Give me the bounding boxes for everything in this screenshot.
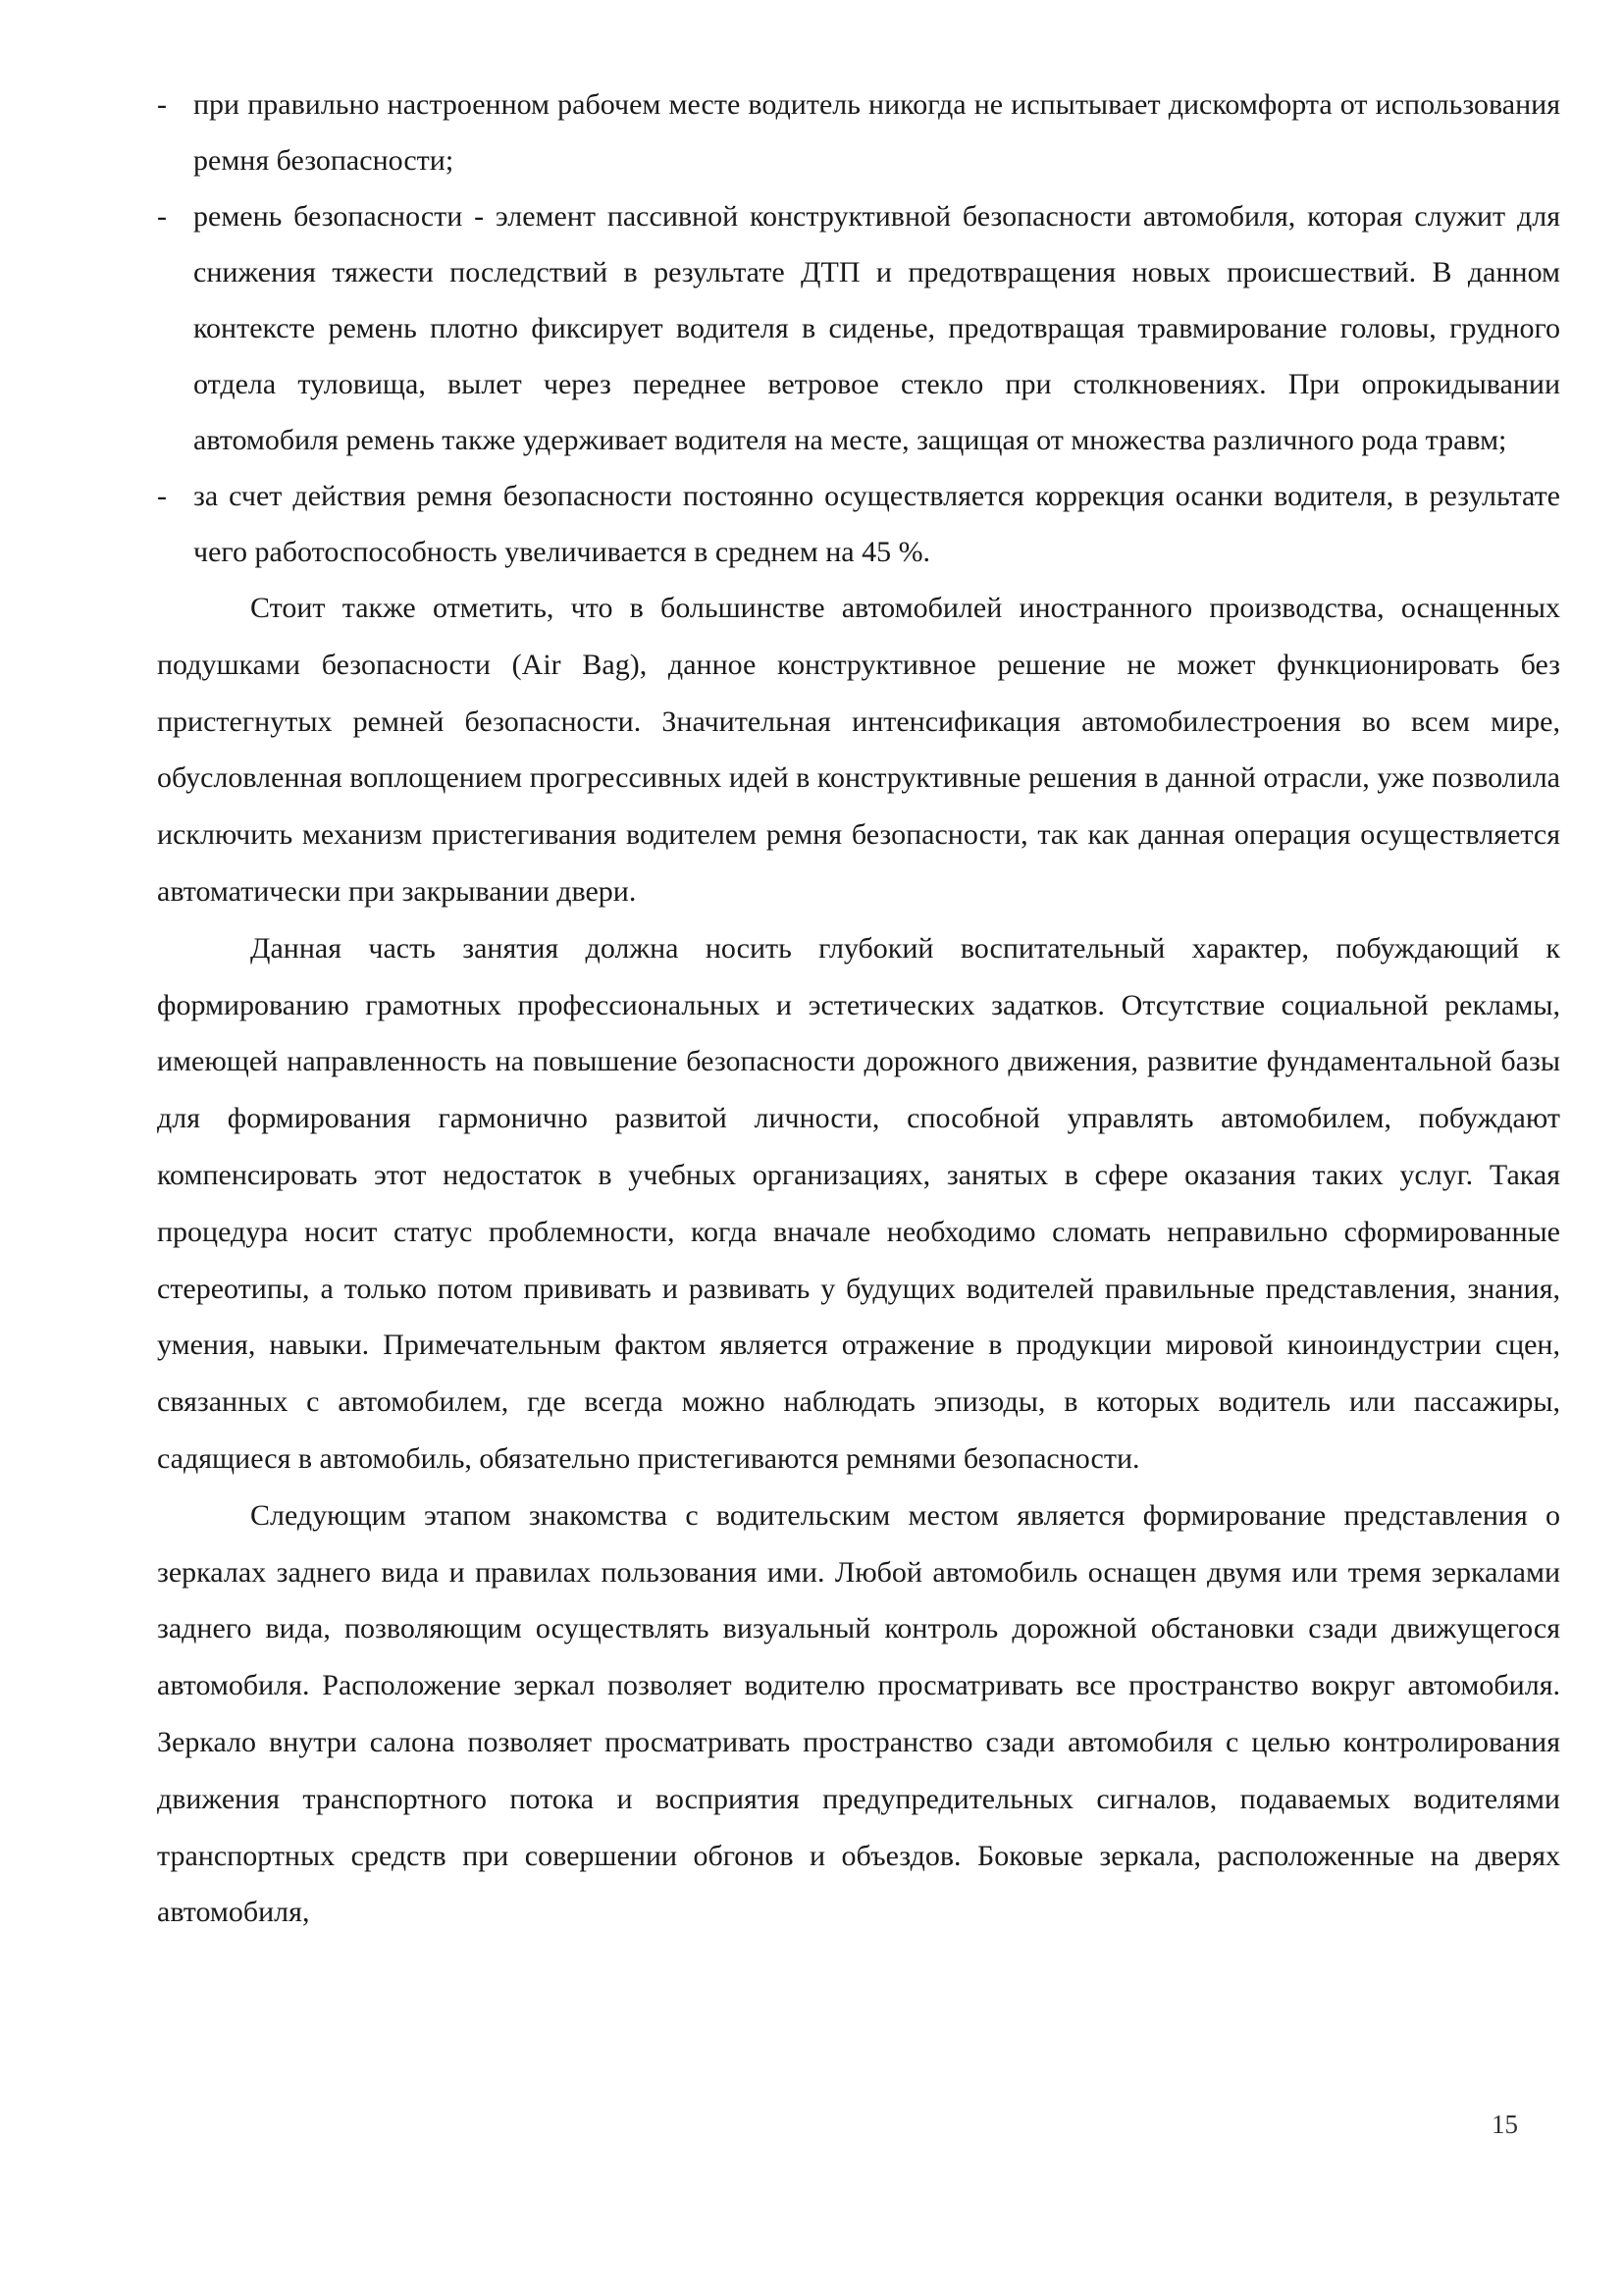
paragraph-education: Данная часть занятия должна носить глубокий воспитательный характер, побуждающий к формированию грамотных профессиональных и эстетических задатков. Отсутствие социальной рекламы, имеющей направленность на повышение безопасности дорожного движения, развитие фундаментальной базы для формирования гармонично развитой личности, способной управлять автомобилем, побуждают компенсировать этот недостаток в учебных организациях, занятых в сфере оказания таких услуг. Такая процедура носит статус проблемности, когда вначале необходимо сломать неправильно сформированные стереотипы, а только потом прививать и развивать у будущих водителей правильные представления, знания, умения, навыки. Примечательным фактом является отражение в продукции мировой киноиндустрии сцен, связанных с автомобилем, где всегда можно наблюдать эпизоды, в которых водитель или пассажиры, садящиеся в автомобиль, обязательно пристегиваются ремнями безопасности. <box>157 931 1560 1475</box>
bullet-list <box>157 77 1560 580</box>
list-item <box>157 468 1560 580</box>
bullet-dash: - <box>157 480 167 512</box>
paragraph-airbag: Стоит также отметить, что в большинстве автомобилей иностранного производства, оснащенных подушками безопасности (Air Bag), данное конструктивное решение не может функционировать без пристегнутых ремней безопасности. Значительная интенсификация автомобилестроения во всем мире, обусловленная воплощением прогрессивных идей в конструктивные решения в данной отрасли, уже позволила исключить механизм пристегивания водителем ремня безопасности, так как данная операция осуществляется автоматически при закрывании двери. <box>157 592 1560 908</box>
list-item-text: за счет действия ремня безопасности постоянно осуществляется коррекция осанки водителя, в результате чего работоспособность увеличивается в среднем на 45 %. <box>193 480 1560 568</box>
bullet-dash: - <box>157 88 167 121</box>
list-item-text: ремень безопасности - элемент пассивной конструктивной безопасности автомобиля, которая служит для снижения тяжести последствий в результате ДТП и предотвращения новых происшествий. В данном контексте ремень плотно фиксирует водителя в сиденье, предотвращая травмирование головы, грудного отдела туловища, вылет через переднее ветровое стекло при столкновениях. При опрокидывании автомобиля ремень также удерживает водителя на месте, защищая от множества различного рода травм; <box>193 200 1560 456</box>
list-item <box>157 188 1560 468</box>
page-number: 15 <box>1492 2110 1518 2139</box>
paragraph-mirrors: Следующим этапом знакомства с водительским местом является формирование представления о зеркалах заднего вида и правилах пользования ими. Любой автомобиль оснащен двумя или тремя зеркалами заднего вида, позволяющим осуществлять визуальный контроль дорожной обстановки сзади движущегося автомобиля. Расположение зеркал позволяет водителю просматривать все пространство вокруг автомобиля. Зеркало внутри салона позволяет просматривать пространство сзади автомобиля с целью контролирования движения транспортного потока и восприятия предупредительных сигналов, подаваемых водителями транспортных средств при совершении обгонов и объездов. Боковые зеркала, расположенные на дверях автомобиля, <box>157 1498 1560 1929</box>
bullet-dash: - <box>157 200 167 233</box>
list-item-text: при правильно настроенном рабочем месте водитель никогда не испытывает дискомфорта от использования ремня безопасности; <box>193 88 1560 177</box>
document-page <box>157 77 1560 1941</box>
list-item <box>157 77 1560 188</box>
